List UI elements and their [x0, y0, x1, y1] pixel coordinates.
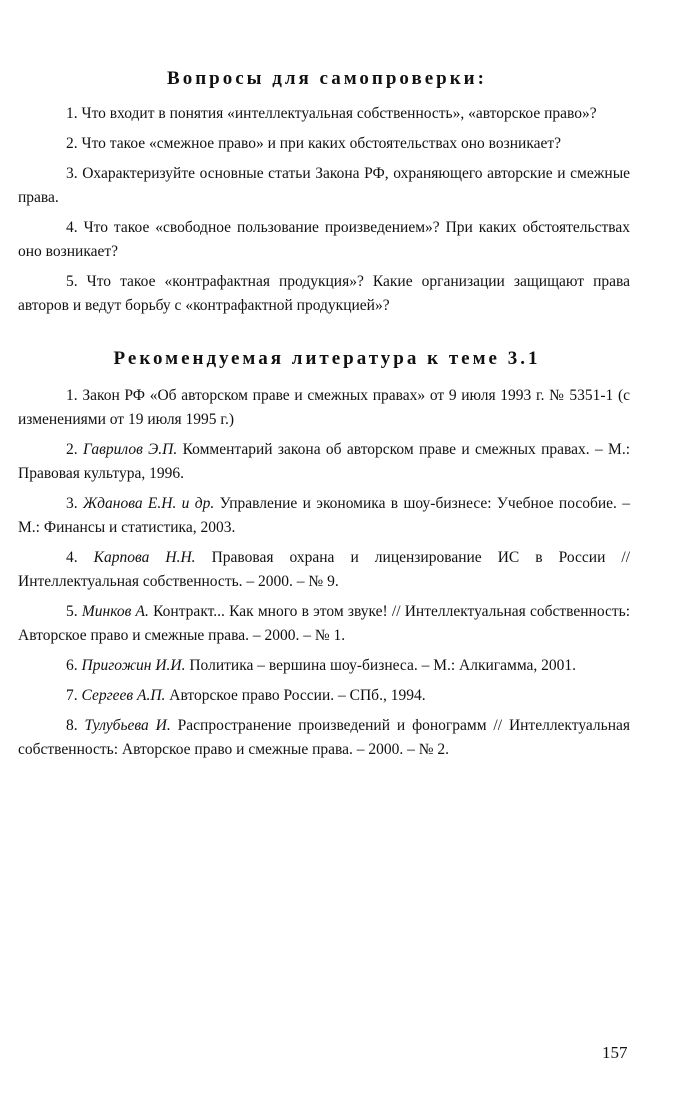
literature-text: Авторское право России. – СПб., 1994.	[169, 687, 426, 704]
literature-number: 7.	[66, 687, 78, 704]
literature-item	[18, 492, 630, 540]
literature-author: Жданова Е.Н. и др.	[82, 495, 215, 512]
literature-text: Политика – вершина шоу-бизнеса. – М.: Алкигамма, 2001.	[189, 657, 577, 674]
question-number: 3.	[66, 165, 78, 182]
question-item	[18, 132, 630, 156]
literature-author: Тулубьева И.	[84, 717, 171, 734]
literature-number: 8.	[66, 717, 78, 734]
literature-author: Сергеев А.П.	[81, 687, 166, 704]
question-item	[18, 162, 630, 210]
question-text: Охарактеризуйте основные статьи Закона РФ, охраняющего авторские и смежные права.	[18, 165, 630, 206]
question-text: Что такое «смежное право» и при каких обстоятельствах оно возникает?	[81, 135, 562, 152]
question-item	[18, 216, 630, 264]
literature-item	[18, 600, 630, 648]
question-item	[18, 102, 630, 126]
literature-number: 3.	[66, 495, 78, 512]
question-number: 4.	[66, 219, 78, 236]
literature-text: Правовая охрана и лицензирование ИС в России // Интеллектуальная собственность. – 2000. – № 9.	[18, 549, 631, 590]
literature-heading: Рекомендуемая литература к теме 3.1	[113, 348, 541, 369]
question-text: Что такое «контрафактная продукция»? Какие организации защищают права авторов и ведут борьбу с «контрафактной продукцией»?	[18, 273, 631, 314]
question-text: Что входит в понятия «интеллектуальная собственность», «авторское право»?	[81, 105, 597, 122]
literature-number: 2.	[66, 441, 78, 458]
literature-list	[18, 384, 630, 762]
questions-list	[18, 102, 630, 318]
literature-author: Минков А.	[81, 603, 149, 620]
literature-text: Управление и экономика в шоу-бизнесе: Учебное пособие. – М.: Финансы и статистика, 2003.	[18, 495, 631, 536]
literature-text: Контракт... Как много в этом звуке! // Интеллектуальная собственность: Авторское право и смежные права. – 2000. – № 1.	[18, 603, 631, 644]
question-number: 5.	[66, 273, 78, 290]
literature-item	[18, 384, 630, 432]
literature-text: Комментарий закона об авторском праве и смежных правах. – М.: Правовая культура, 1996.	[18, 441, 631, 482]
literature-item	[18, 714, 630, 762]
literature-author: Пригожин И.И.	[81, 657, 186, 674]
literature-item	[18, 546, 630, 594]
page-number: 157	[602, 1043, 628, 1062]
literature-text: Распространение произведений и фонограмм // Интеллектуальная собственность: Авторское право и смежные права. – 2000. – № 2.	[18, 717, 630, 758]
question-item	[18, 270, 630, 318]
literature-item	[18, 654, 630, 678]
literature-number: 4.	[66, 549, 78, 566]
literature-number: 5.	[66, 603, 78, 620]
literature-item	[18, 438, 630, 486]
question-text: Что такое «свободное пользование произведением»? При каких обстоятельствах оно возникает?	[18, 219, 630, 260]
literature-author: Гаврилов Э.П.	[82, 441, 178, 458]
literature-author: Карпова Н.Н.	[93, 549, 196, 566]
questions-heading: Вопросы для самопроверки:	[167, 68, 487, 89]
question-number: 1.	[66, 105, 78, 122]
question-number: 2.	[66, 135, 78, 152]
literature-number: 1.	[66, 387, 78, 404]
literature-number: 6.	[66, 657, 78, 674]
literature-text: Закон РФ «Об авторском праве и смежных правах» от 9 июля 1993 г. № 5351-1 (с изменениями от 19 июля 1995 г.)	[18, 387, 631, 428]
literature-item	[18, 684, 630, 708]
